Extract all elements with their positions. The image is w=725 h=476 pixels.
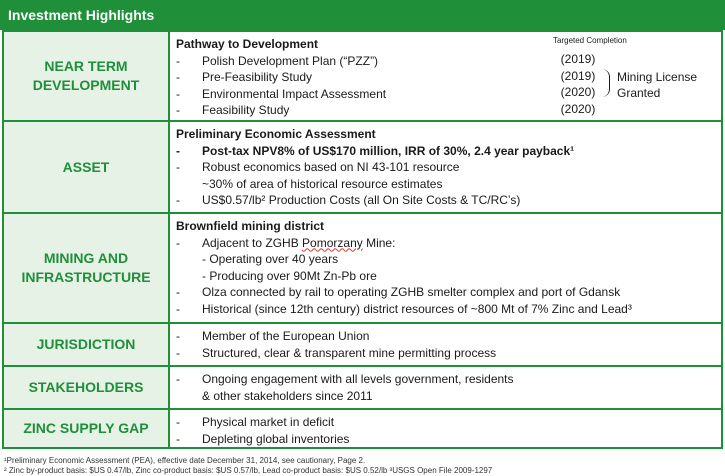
list-item: - Member of the European Union (176, 329, 370, 343)
list-item: - Robust economics based on NI 43-101 resource (176, 160, 460, 174)
year-value: (2020) (560, 101, 596, 116)
section-title: Brownfield mining district (176, 219, 325, 233)
row-near-term (4, 30, 721, 122)
row-stakeholders (4, 367, 721, 410)
year-value: (2019) (560, 52, 596, 66)
sub-item: ~30% of area of historical resource estimates (202, 176, 443, 191)
row-label-zinc: ZINC SUPPLY GAP (4, 410, 170, 447)
row-jurisdiction (4, 324, 721, 367)
list-item: - Historical (since 12th century) district resources of ~800 Mt of 7% Zinc and Lead³ (176, 301, 632, 316)
header-bar (0, 0, 725, 30)
row-content-near-term (170, 32, 721, 120)
sub-item: - Producing over 90Mt Zn-Pb ore (202, 268, 377, 283)
footnotes (4, 456, 724, 476)
row-label-mining: MINING AND INFRASTRUCTURE (4, 214, 170, 322)
list-item: - Structured, clear & transparent mine permitting process (176, 345, 497, 360)
row-zinc (4, 410, 721, 449)
footnote: ² Zinc by-product basis: $US 0.47/lb, Zinc co-product basis: $US 0.57/lb, Lead co-product basis: $US 0.52/lb ³USGS Open File 2009-1297 (4, 466, 493, 475)
list-item: - Physical market in deficit (176, 415, 335, 429)
section-title: Preliminary Economic Assessment (176, 127, 376, 141)
row-content-jurisdiction (170, 324, 721, 365)
footnote: ¹Preliminary Economic Assessment (PEA), effective date December 31, 2014, see cautionary, Page 2. (4, 456, 366, 465)
row-content-mining (170, 214, 721, 322)
list-item: - Depleting global inventories (176, 431, 350, 446)
page-title: Investment Highlights (8, 7, 155, 23)
list-item: - Post-tax NPV8% of US$170 million, IRR of 30%, 2.4 year payback¹ (176, 143, 575, 158)
row-label-jurisdiction: JURISDICTION (4, 324, 170, 365)
list-item: - Environmental Impact Assessment (176, 86, 387, 101)
row-label-asset: ASSET (4, 122, 170, 212)
year-value: (2019) (560, 68, 596, 83)
row-content-asset (170, 122, 721, 212)
year-value: (2020) (560, 85, 596, 99)
spellcheck-word: Pomorzany (302, 235, 363, 250)
brace-icon (602, 69, 610, 97)
section-title: Pathway to Development (176, 37, 319, 51)
list-item: - Adjacent to ZGHB Pomorzany Mine: (176, 235, 396, 250)
targeted-completion-label: Targeted Completion (553, 36, 627, 45)
completion-years (553, 51, 603, 117)
row-label-stakeholders: STAKEHOLDERS (4, 367, 170, 408)
list-item: - Olza connected by rail to operating ZGHB smelter complex and port of Gdansk (176, 285, 621, 299)
mining-license-note: Mining License Granted (617, 70, 698, 100)
list-item: - Polish Development Plan (“PZZ”) (176, 53, 379, 68)
row-content-stakeholders (170, 367, 721, 408)
list-item: - Ongoing engagement with all levels government, residents (176, 372, 514, 386)
row-label-near-term: NEAR TERM DEVELOPMENT (4, 32, 170, 120)
row-mining (4, 214, 721, 324)
sub-item: - Operating over 40 years (202, 252, 339, 266)
row-asset (4, 122, 721, 214)
list-item: - Pre-Feasibility Study (176, 70, 313, 84)
row-content-zinc (170, 410, 721, 447)
list-item: - US$0.57/lb² Production Costs (all On Site Costs & TC/RC’s) (176, 193, 521, 207)
highlights-table (2, 30, 723, 449)
list-item: - Feasibility Study (176, 103, 290, 117)
list-item-continuation: & other stakeholders since 2011 (202, 388, 373, 403)
